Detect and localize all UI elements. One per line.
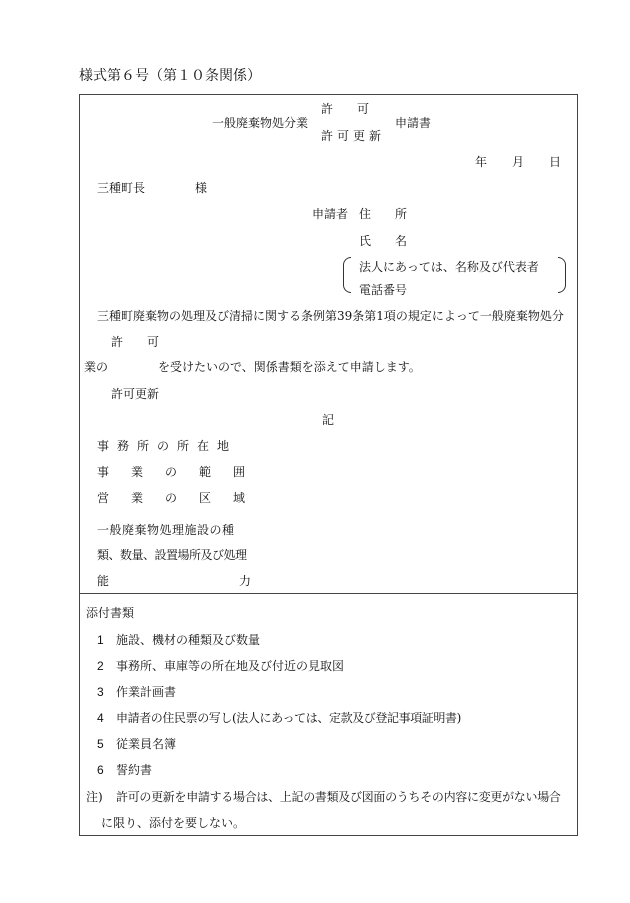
field-facility-line1: 一般廃棄物処理施設の種 [97,523,235,537]
recipient-honorific: 様 [195,181,208,195]
attachment-item-5-num: 5 [97,737,104,751]
field-business-scope-text: 事業の範囲 [97,465,268,479]
attachment-item-6-num: 6 [97,763,104,777]
bracket-left [343,257,351,293]
applicant-corporate-note: 法人にあっては、名称及び代表者 [359,260,539,274]
attachments-heading: 添付書類 [86,606,135,620]
field-business-area-text: 営業の区域 [97,491,268,505]
applicant-label: 申請者 [312,207,349,221]
body-option-permit: 許 可 [111,335,160,349]
recipient-name: 三種町長 [97,181,146,195]
attachment-item-6-text: 誓約書 [116,763,153,777]
field-business-area [97,492,267,504]
field-facility-line3a: 能 [97,574,110,588]
field-office-location: 事務所の所在地 [97,439,238,453]
date-day: 日 [549,155,562,169]
attachment-item-4-num: 4 [97,711,104,725]
header-option-permit: 許 可 [321,102,370,116]
attachment-note-line2: に限り、添付を要しない。 [101,816,246,830]
field-business-scope [97,465,268,479]
attachment-note-line1: 許可の更新を申請する場合は、上記の書類及び図面のうちその内容に変更がない場合 [116,790,561,804]
header-business: 一般廃棄物処分業 [212,116,309,130]
record-heading: 記 [322,413,335,427]
attachment-item-5-text: 従業員名簿 [116,737,177,751]
attachment-item-3-num: 3 [97,685,104,699]
date-year: 年 [475,155,488,169]
attachment-note-label: 注) [86,790,103,804]
applicant-address-label: 住 所 [359,207,408,221]
bracket-right [558,257,566,293]
attachment-item-4-text: 申請者の住民票の写し(法人にあっては、定款及び登記事項証明書) [116,711,461,725]
field-facility-line2: 類、数量、設置場所及び処理 [97,548,247,562]
attachment-item-1-num: 1 [97,633,104,647]
body-line2-prefix: 業の [84,360,109,374]
attachment-item-2-num: 2 [97,659,104,673]
applicant-phone-label: 電話番号 [359,283,408,297]
applicant-name-label: 氏 名 [359,234,408,248]
frame-divider [79,593,578,594]
attachment-item-3-text: 作業計画書 [116,685,177,699]
header-option-renewal: 許可更新 [321,129,386,143]
field-facility-line3b: 力 [239,574,252,588]
body-line2-rest: を受けたいので、関係書類を添えて申請します。 [158,360,421,374]
date-month: 月 [512,155,525,169]
body-line1: 三種町廃棄物の処理及び清掃に関する条例第39条第1項の規定によって一般廃棄物処分 [97,309,564,323]
form-number: 様式第６号（第１０条関係） [79,68,261,84]
header-application-form: 申請書 [395,116,432,130]
attachment-item-1-text: 施設、機材の種類及び数量 [116,633,261,647]
body-option-renewal: 許可更新 [111,387,160,401]
attachment-item-2-text: 事務所、車庫等の所在地及び付近の見取図 [116,659,345,673]
